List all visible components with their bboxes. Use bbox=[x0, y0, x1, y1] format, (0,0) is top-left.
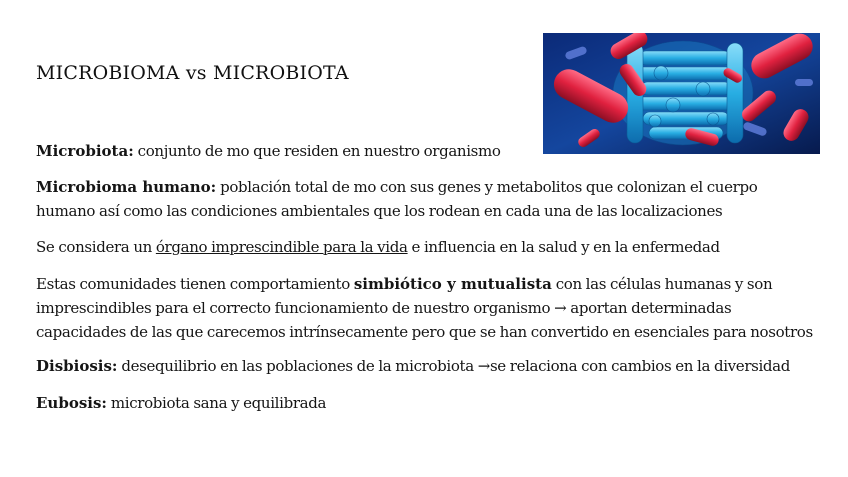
comunidades-bold-text: simbiótico y mutualista bbox=[353, 275, 552, 293]
term-microbiota: Microbiota bbox=[36, 142, 129, 160]
paragraph-comunidades bbox=[36, 272, 816, 344]
definition-microbiota: conjunto de mo que residen en nuestro organismo bbox=[133, 142, 501, 160]
term-microbioma-humano: Microbioma humano: bbox=[36, 178, 217, 196]
comunidades-post-text: con las células humanas y son imprescindibles para el correcto funcionamiento de nuestro organismo → aportan determinadas capacidades de las que carecemos intrínsecamente pero que se han convertido en esenciales para nosotros bbox=[36, 275, 813, 341]
paragraph-organo bbox=[36, 235, 816, 259]
slide-title: MICROBIOMA vs MICROBIOTA bbox=[36, 62, 349, 84]
term-disbiosis: Disbiosis: bbox=[36, 357, 118, 375]
paragraph-eubosis bbox=[36, 391, 816, 415]
organo-pre-text: Se considera un bbox=[36, 238, 156, 256]
bacteria-intestine-image bbox=[543, 33, 820, 154]
paragraph-microbiota bbox=[36, 139, 816, 163]
comunidades-pre-text: Estas comunidades tienen comportamiento bbox=[36, 275, 354, 293]
paragraph-disbiosis bbox=[36, 354, 816, 378]
definition-disbiosis: desequilibrio en las poblaciones de la microbiota →se relaciona con cambios en la diversidad bbox=[117, 357, 791, 375]
term-separator: : bbox=[128, 142, 134, 160]
term-eubosis: Eubosis: bbox=[36, 394, 107, 412]
definition-microbioma-humano: población total de mo con sus genes y metabolitos que colonizan el cuerpo humano así como las condiciones ambientales que los rodean en cada una de las localizaciones bbox=[36, 178, 758, 220]
organo-underlined-text: órgano imprescindible para la vida bbox=[155, 238, 408, 256]
definition-eubosis: microbiota sana y equilibrada bbox=[106, 394, 327, 412]
paragraph-microbioma-humano bbox=[36, 175, 816, 223]
organo-post-text: e influencia en la salud y en la enfermedad bbox=[407, 238, 720, 256]
